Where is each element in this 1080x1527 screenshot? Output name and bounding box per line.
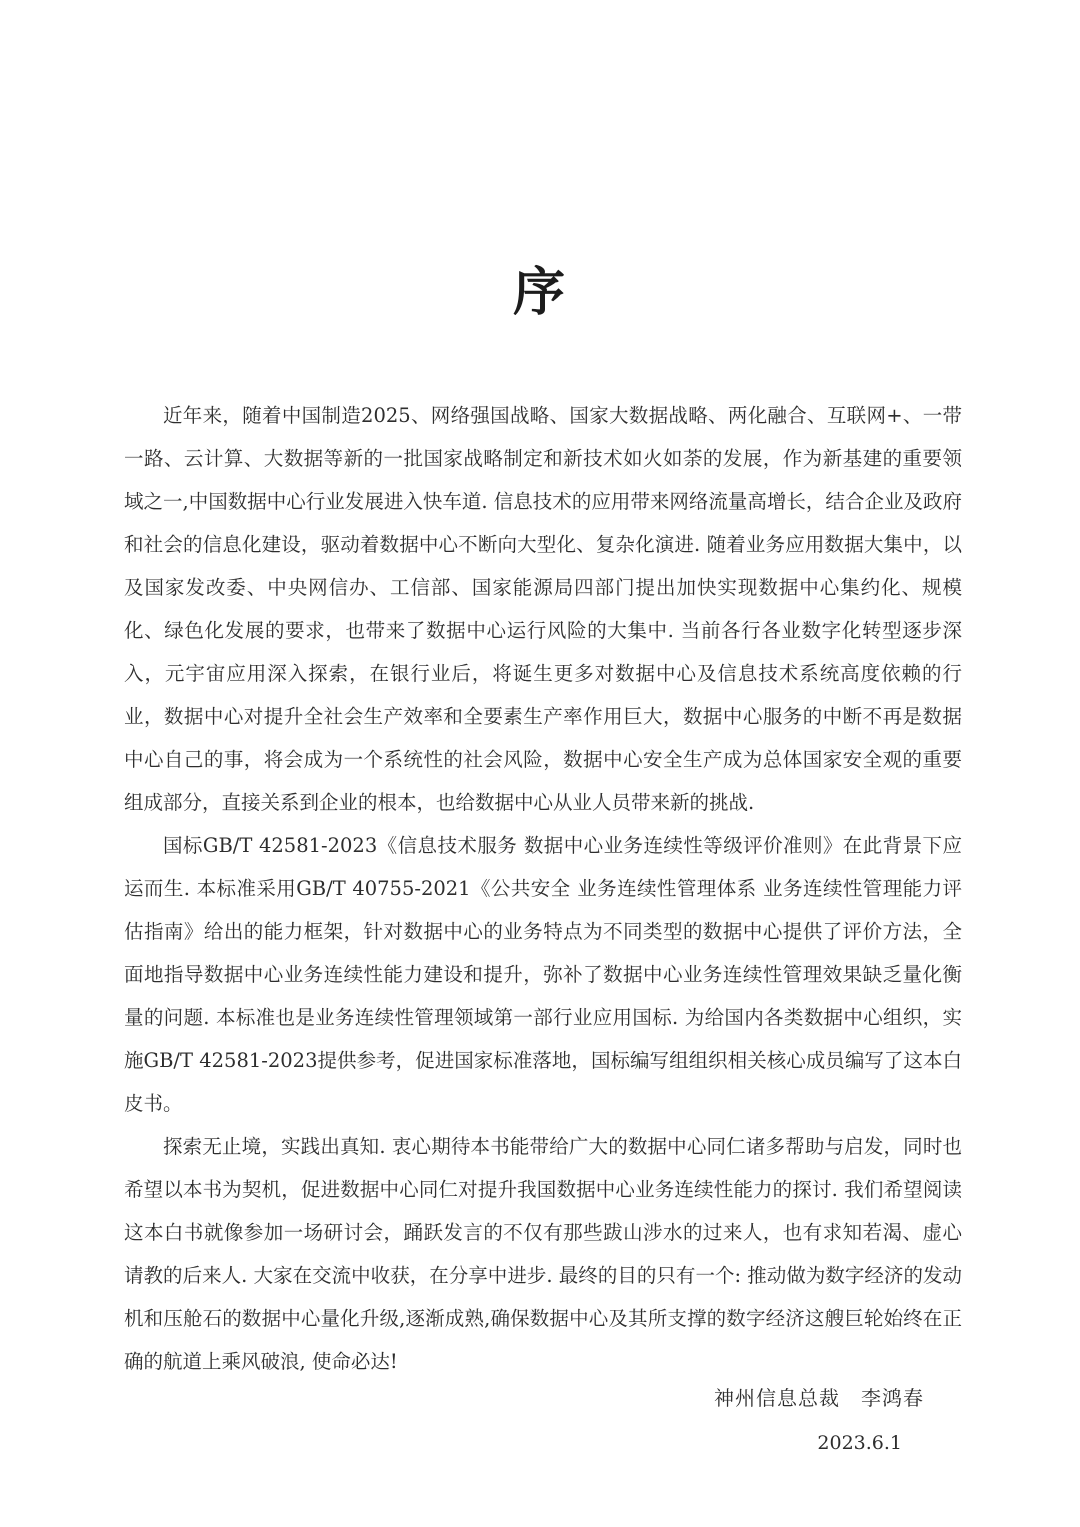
paragraph-1: 近年来，随着中国制造2025、网络强国战略、国家大数据战略、两化融合、互联网+、一带一路、云计算、大数据等新的一批国家战略制定和新技术如火如荼的发展，作为新基建的重要领域之一,中国数据中心行业发展进入快车道. 信息技术的应用带来网络流量高增长，结合企业及政府和社会的信息化建设，驱动着数据中心不断向大型化、复杂化演进. 随着业务应用数据大集中，以及国家发改委、中央网信办、工信部、国家能源局四部门提出加快实现数据中心集约化、规模化、绿色化发展的要求，也带来了数据中心运行风险的大集中. 当前各行各业数字化转型逐步深入，元宇宙应用深入探索，在银行业后，将诞生更多对数据中心及信息技术系统高度依赖的行业，数据中心对提升全社会生产效率和全要素生产率作用巨大，数据中心服务的中断不再是数据中心自己的事，将会成为一个系统性的社会风险，数据中心安全生产成为总体国家安全观的重要组成部分，直接关系到企业的根本，也给数据中心从业人员带来新的挑战. bbox=[124, 404, 962, 814]
signature-date: 2023.6.1 bbox=[817, 1432, 902, 1454]
page-title: 序 bbox=[512, 262, 567, 323]
paragraph-2: 国标GB/T 42581-2023《信息技术服务 数据中心业务连续性等级评价准则》在此背景下应运而生. 本标准采用GB/T 40755-2021《公共安全 业务连续性管理体系 业务连续性管理能力评估指南》给出的能力框架，针对数据中心的业务特点为不同类型的数据中心提供了评价方法，全面地指导数据中心业务连续性能力建设和提升，弥补了数据中心业务连续性管理效果缺乏量化衡量的问题. 本标准也是业务连续性管理领域第一部行业应用国标. 为给国内各类数据中心组织，实施GB/T 42581-2023提供参考，促进国家标准落地，国标编写组组织相关核心成员编写了这本白皮书。 bbox=[124, 834, 962, 1115]
paragraph-3: 探索无止境，实践出真知. 衷心期待本书能带给广大的数据中心同仁诸多帮助与启发，同时也希望以本书为契机，促进数据中心同仁对提升我国数据中心业务连续性能力的探讨. 我们希望阅读这本白书就像参加一场研讨会，踊跃发言的不仅有那些跋山涉水的过来人，也有求知若渴、虚心请教的后来人. 大家在交流中收获，在分享中进步. 最终的目的只有一个: 推动做为数字经济的发动机和压舱石的数据中心量化升级,逐渐成熟,确保数据中心及其所支撑的数字经济这艘巨轮始终在正确的航道上乘风破浪, 使命必达! bbox=[124, 1135, 962, 1373]
preface-body bbox=[124, 394, 962, 1383]
signature: 神州信息总裁 李鸿春 bbox=[714, 1386, 924, 1410]
